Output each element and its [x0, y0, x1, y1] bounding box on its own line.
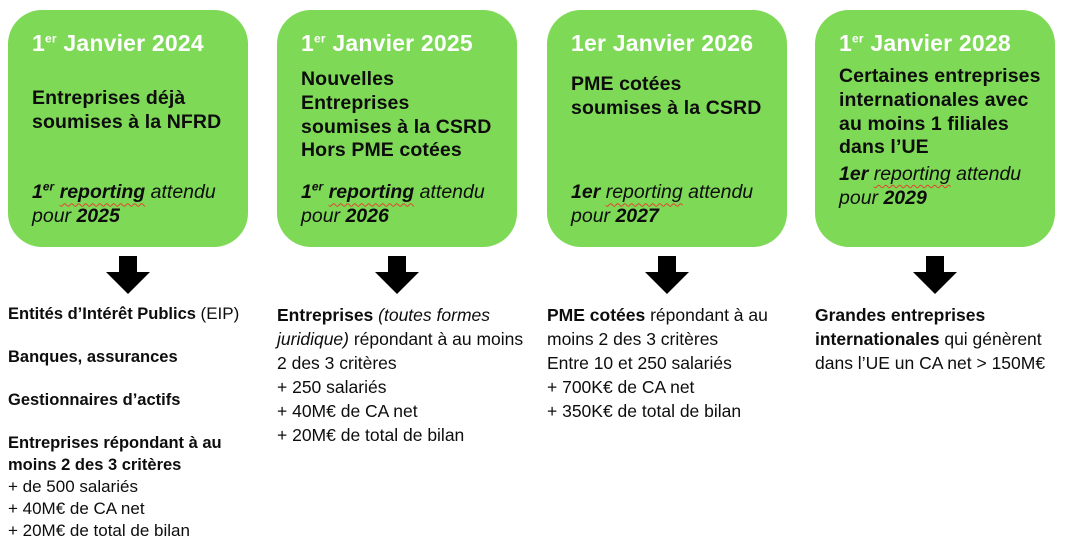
card-subtitle: Nouvelles Entreprises soumises à la CSRD Hors PME cotées — [301, 68, 492, 162]
criteria-2028: Grandes entreprises internationales qui génèrent dans l’UE un CA net > 150M€ — [815, 305, 1046, 373]
reporting-note: 1er reporting attendu pour 2025 — [32, 179, 216, 228]
reporting-word: reporting — [873, 163, 951, 186]
milestone-card-2026 — [547, 10, 787, 247]
milestone-card-2025 — [277, 10, 517, 247]
timeline-column-2024 — [8, 10, 248, 542]
reporting-note: 1er reporting attendu pour 2029 — [839, 163, 1022, 209]
down-arrow — [815, 256, 1055, 294]
criteria-2026: PME cotées répondant à au moins 2 des 3 critères Entre 10 et 250 salariés + 700K€ de CA net + 350K€ de total de bilan — [547, 303, 799, 423]
card-subtitle: Entreprises déjà soumises à la NFRD — [32, 87, 222, 133]
down-arrow-icon — [106, 256, 150, 294]
criteria-bullet: Entre 10 et 250 salariés — [547, 353, 732, 373]
timeline-column-2025 — [277, 10, 524, 447]
reporting-word: reporting — [605, 181, 683, 204]
milestone-card-2028 — [815, 10, 1055, 247]
reporting-word: reporting — [328, 181, 415, 204]
criteria-group: Entreprises répondant à au moins 2 des 3 critères + de 500 salariés + 40M€ de CA net + 20M€ de total de bilan — [8, 432, 270, 542]
card-subtitle: Certaines entreprises internationales avec au moins 1 filiales dans l’UE — [839, 65, 1041, 159]
criteria-bullet: + 250 salariés — [277, 377, 387, 397]
down-arrow-icon — [645, 256, 689, 294]
reporting-note: 1er reporting attendu pour 2026 — [301, 179, 485, 228]
timeline-column-2028 — [815, 10, 1055, 375]
criteria-line: Banques, assurances — [8, 348, 178, 366]
card-title: 1er Janvier 2028 — [839, 30, 1011, 56]
down-arrow-icon — [375, 256, 419, 294]
reporting-word: reporting — [59, 181, 146, 204]
criteria-2024 — [8, 303, 270, 542]
criteria-bullet: + 40M€ de CA net — [8, 499, 145, 518]
card-title: 1er Janvier 2025 — [301, 30, 473, 56]
criteria-line: Entités d’Intérêt Publics (EIP) — [8, 304, 240, 323]
criteria-bullet: + de 500 salariés — [8, 477, 138, 496]
superscript-er: er — [45, 31, 57, 46]
timeline-column-2026 — [547, 10, 787, 423]
card-subtitle: PME cotées soumises à la CSRD — [571, 73, 762, 119]
down-arrow — [547, 256, 787, 294]
criteria-bullet: + 20M€ de total de bilan — [8, 521, 190, 540]
superscript-er: er — [314, 31, 326, 46]
superscript-er: er — [852, 31, 864, 46]
card-title: 1er Janvier 2026 — [571, 30, 754, 56]
criteria-2025: Entreprises (toutes formes juridique) répondant à au moins 2 des 3 critères + 250 salariés + 40M€ de CA net + 20M€ de total de bilan — [277, 303, 529, 447]
criteria-line: Gestionnaires d’actifs — [8, 391, 181, 409]
criteria-bullet: + 20M€ de total de bilan — [277, 425, 465, 445]
down-arrow-icon — [913, 256, 957, 294]
down-arrow — [277, 256, 517, 294]
card-title: 1er Janvier 2024 — [32, 30, 204, 56]
reporting-note: 1er reporting attendu pour 2027 — [571, 181, 754, 228]
down-arrow — [8, 256, 248, 294]
milestone-card-2024 — [8, 10, 248, 247]
criteria-bullet: + 350K€ de total de bilan — [547, 401, 742, 421]
criteria-bullet: + 40M€ de CA net — [277, 401, 418, 421]
criteria-bullet: + 700K€ de CA net — [547, 377, 695, 397]
